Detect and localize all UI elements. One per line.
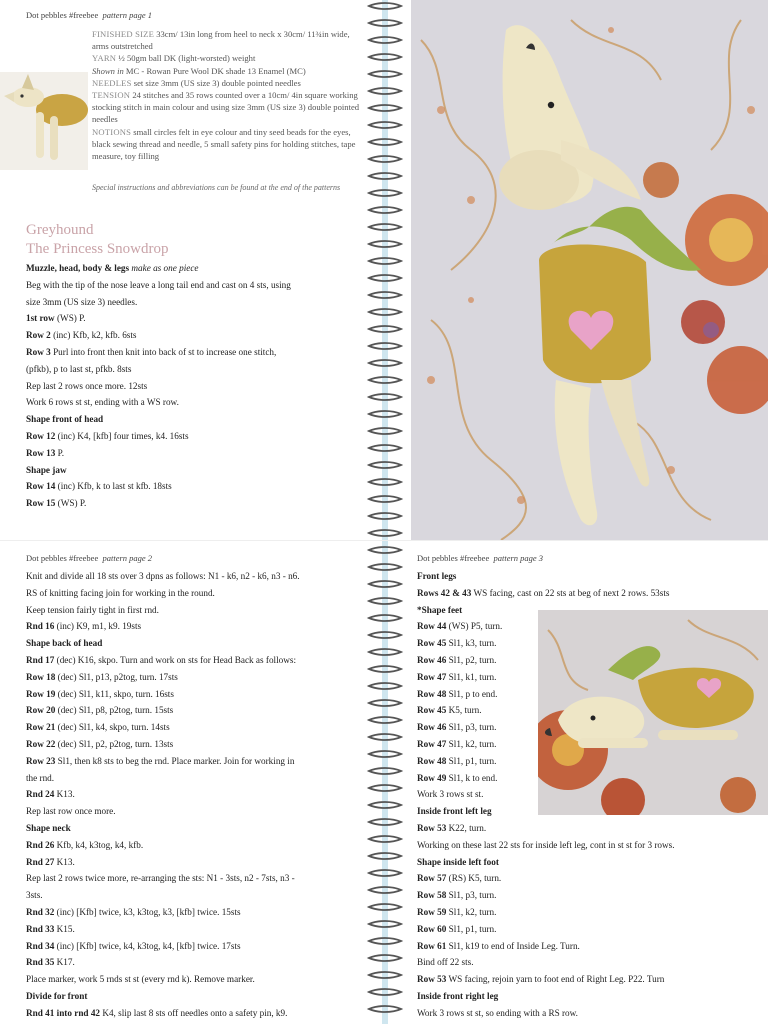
step-text: K13. [54, 856, 75, 867]
spec-text: ½ 50gm ball DK (light-worsted) weight [116, 53, 256, 64]
page3-header [417, 553, 543, 563]
step-label: Row 46 [417, 654, 447, 665]
step-text: Work 3 rows st st, so ending with a RS row. [417, 1007, 578, 1018]
spec-notions [92, 126, 360, 163]
dog-small-photo [0, 52, 88, 170]
spec-label: NEEDLES [92, 77, 132, 88]
page1-instruction-line [26, 495, 364, 512]
pattern-title [26, 221, 169, 259]
step-label: Rnd 17 [26, 654, 55, 665]
page3-instruction-line [417, 988, 765, 1005]
page2-instruction-line [26, 971, 364, 988]
page3-instruction-line [417, 837, 765, 854]
step-label: Row 49 [417, 772, 447, 783]
step-text: Place marker, work 5 rnds st st (every rnd k). Remove marker. [26, 974, 255, 985]
page2-instruction-line [26, 938, 364, 955]
step-text: Sl1, k2, turn. [446, 906, 497, 917]
step-text: Working on these last 22 sts for inside left leg, cont in st st for 3 rows. [417, 839, 675, 850]
page3-instruction-line [417, 854, 765, 871]
dog-main-photo [411, 0, 768, 540]
step-label: Row 59 [417, 906, 447, 917]
page1-header [26, 10, 152, 20]
step-label: Row 47 [417, 671, 447, 682]
page3-instruction-line [417, 971, 765, 988]
step-label: Row 53 [417, 974, 447, 985]
page2-instruction-line [26, 837, 364, 854]
step-text: (WS) P. [55, 498, 87, 509]
page2-brand: Dot pebbles #freebee [26, 553, 99, 563]
step-label: Row 57 [417, 873, 447, 884]
spiral-binding [366, 0, 404, 1024]
page1-instructions [26, 260, 364, 512]
spec-text: 24 stitches and 35 rows counted over a 10cm/ 4in square working stocking stitch in main colour and using size 3mm (US size 3) double pointed needles [92, 90, 360, 125]
step-label: Rnd 41 into rnd 42 [26, 1007, 101, 1018]
step-text: RS of knitting facing join for working in the round. [26, 587, 215, 598]
step-label: *Shape feet [417, 604, 463, 615]
page3-instruction-line [417, 568, 765, 585]
page2-instruction-line [26, 652, 364, 669]
step-label: Rnd 34 [26, 940, 55, 951]
step-text: Rep last 2 rows once more. 12sts [26, 380, 148, 391]
page1-instruction-line [26, 294, 364, 311]
spec-text: set size 3mm (US size 3) double pointed needles [131, 77, 301, 88]
step-label: Shape front of head [26, 414, 104, 425]
step-label: Rnd 33 [26, 923, 55, 934]
page2-instruction-line [26, 686, 364, 703]
page3-instruction-line [417, 904, 765, 921]
page3-instruction-line [417, 870, 765, 887]
step-text: 3sts. [26, 890, 43, 901]
spec-label: TENSION [92, 90, 131, 101]
step-text: Bind off 22 sts. [417, 957, 474, 968]
step-text: (dec) Sl1, k11, skpo, turn. 16sts [55, 688, 174, 699]
step-text: Sl1, k19 to end of Inside Leg. Turn. [446, 940, 580, 951]
page2-instruction-line [26, 568, 364, 585]
step-text: the rnd. [26, 772, 55, 783]
page2-instruction-line [26, 635, 364, 652]
step-text: Work 3 rows st st. [417, 789, 484, 800]
step-text: Rep last 2 rows twice more, re-arranging the sts: N1 - 3sts, n2 - 7sts, n3 - [26, 873, 295, 884]
step-text: Sl1, p3, turn. [446, 722, 497, 733]
step-text: (inc) Kfb, k to last st kfb. 18sts [55, 481, 172, 492]
page1-instruction-line [26, 378, 364, 395]
step-text: (inc) Kfb, k2, kfb. 6sts [50, 330, 137, 341]
step-label: Row 48 [417, 755, 447, 766]
step-label: Rnd 27 [26, 856, 55, 867]
page2-instruction-line [26, 753, 364, 770]
spec-label: Shown in [92, 65, 124, 76]
step-text: Sl1, p1, turn. [446, 755, 497, 766]
page2-instruction-line [26, 585, 364, 602]
step-text: Sl1, p1, turn. [446, 923, 497, 934]
step-text: K22, turn. [446, 822, 487, 833]
page2-page-label: pattern page 2 [102, 553, 153, 563]
step-text: WS facing, rejoin yarn to foot end of Right Leg. P22. Turn [446, 974, 665, 985]
step-label: Rnd 16 [26, 621, 55, 632]
step-text: (WS) P. [54, 313, 86, 324]
step-text: K4, slip last 8 sts off needles onto a safety pin, k9. [100, 1007, 288, 1018]
page2-instruction-line [26, 702, 364, 719]
spec-label: FINISHED SIZE [92, 29, 155, 39]
step-label: Rows 42 & 43 [417, 587, 472, 598]
step-text: size 3mm (US size 3) needles. [26, 296, 138, 307]
step-label: Rnd 24 [26, 789, 55, 800]
step-label: Row 22 [26, 738, 56, 749]
page2-instruction-line [26, 921, 364, 938]
step-text: Kfb, k4, k3tog, k4, kfb. [54, 839, 144, 850]
step-text: Sl1, then k8 sts to beg the rnd. Place marker. Join for working in [55, 755, 295, 766]
page2-instruction-line [26, 870, 364, 887]
step-text: (inc) [Kfb] twice, k3, k3tog, k3, [kfb] twice. 15sts [54, 906, 241, 917]
page1-instruction-line [26, 428, 364, 445]
abbreviations-note: Special instructions and abbreviations can be found at the end of the patterns [92, 183, 341, 192]
spec-label: YARN [92, 53, 117, 64]
page2-instruction-line [26, 803, 364, 820]
page1-instruction-line [26, 327, 364, 344]
page1-instruction-line [26, 361, 364, 378]
specs-block [92, 28, 360, 162]
page1-instruction-line [26, 310, 364, 327]
step-label: Row 61 [417, 940, 447, 951]
step-label: Row 58 [417, 890, 447, 901]
step-label: Row 45 [417, 638, 447, 649]
page1-page-label: pattern page 1 [102, 10, 153, 20]
step-label: Shape jaw [26, 464, 67, 475]
step-text: Sl1, k2, turn. [446, 738, 497, 749]
step-label: Row 20 [26, 705, 56, 716]
title-line-2: The Princess Snowdrop [26, 241, 169, 257]
step-label: Inside front right leg [417, 990, 499, 1001]
step-text: Beg with the tip of the nose leave a long tail end and cast on 4 sts, using [26, 279, 291, 290]
step-label: Rnd 32 [26, 906, 55, 917]
page1-instruction-line [26, 260, 364, 277]
step-label: Shape back of head [26, 638, 103, 649]
page1-instruction-line [26, 277, 364, 294]
page1-brand: Dot pebbles #freebee [26, 10, 99, 20]
step-label: Row 3 [26, 346, 51, 357]
page3-instruction-line [417, 585, 765, 602]
step-label: Shape neck [26, 822, 71, 833]
step-label: Row 2 [26, 330, 51, 341]
spec-finished-size [92, 28, 360, 52]
step-text: (dec) K16, skpo. Turn and work on sts for Head Back as follows: [54, 654, 296, 665]
step-label: Row 19 [26, 688, 56, 699]
spec-yarn [92, 52, 360, 64]
step-text: WS facing, cast on 22 sts at beg of next 2 rows. 53sts [471, 587, 670, 598]
page2-header [26, 553, 152, 563]
step-label: Shape inside left foot [417, 856, 499, 867]
spec-text: 33cm/ 13in long from heel to neck x 30cm/ 11¾in wide, arms outstretched [92, 29, 350, 52]
step-label: Rnd 35 [26, 957, 55, 968]
page2-instruction-line [26, 988, 364, 1005]
step-text: (RS) K5, turn. [446, 873, 502, 884]
page2-instruction-line [26, 887, 364, 904]
step-text: Rep last row once more. [26, 806, 116, 817]
page1-instruction-line [26, 445, 364, 462]
step-label: Row 23 [26, 755, 56, 766]
step-label: Inside front left leg [417, 806, 492, 817]
step-text: (inc) K4, [kfb] four times, k4. 16sts [55, 430, 189, 441]
page2-instruction-line [26, 954, 364, 971]
page2-instruction-line [26, 618, 364, 635]
step-text: Sl1, p2, turn. [446, 654, 497, 665]
step-text: Sl1, p3, turn. [446, 890, 497, 901]
page2-instruction-line [26, 736, 364, 753]
step-label: Muzzle, head, body & legs [26, 263, 130, 273]
spec-tension [92, 89, 360, 126]
step-label: Row 21 [26, 722, 56, 733]
page3-instruction-line [417, 1005, 765, 1022]
spec-text: MC - Rowan Pure Wool DK shade 13 Enamel (MC) [123, 65, 306, 76]
page1-instruction-line [26, 344, 364, 361]
step-label: Row 15 [26, 498, 56, 509]
step-text: K13. [54, 789, 75, 800]
step-label: Row 46 [417, 722, 447, 733]
step-text: Work 6 rows st st, ending with a WS row. [26, 397, 179, 408]
step-text: (dec) Sl1, p2, p2tog, turn. 13sts [55, 738, 174, 749]
step-text: (WS) P5, turn. [446, 621, 503, 632]
page3-instruction-line [417, 820, 765, 837]
page3-brand: Dot pebbles #freebee [417, 553, 490, 563]
page2-instruction-line [26, 1005, 364, 1022]
page2-instruction-line [26, 786, 364, 803]
step-text: K5, turn. [446, 705, 482, 716]
step-label: Row 14 [26, 481, 56, 492]
page3-instruction-line [417, 887, 765, 904]
step-text: Sl1, k3, turn. [446, 638, 497, 649]
dog-lying-photo [538, 610, 768, 815]
page2-instruction-line [26, 669, 364, 686]
page2-instruction-line [26, 719, 364, 736]
step-label: Row 60 [417, 923, 447, 934]
step-label: Row 13 [26, 447, 56, 458]
section-divider [0, 540, 768, 541]
step-label: Row 48 [417, 688, 447, 699]
spec-shown-in [92, 65, 360, 77]
step-label: 1st row [26, 313, 55, 324]
step-label: Row 12 [26, 430, 56, 441]
page2-instruction-line [26, 770, 364, 787]
step-text: Knit and divide all 18 sts over 3 dpns as follows: N1 - k6, n2 - k6, n3 - n6. [26, 571, 300, 581]
step-text: Sl1, k to end. [446, 772, 498, 783]
step-text: Keep tension fairly tight in first rnd. [26, 604, 159, 615]
step-text: K15. [54, 923, 75, 934]
step-text: (dec) Sl1, k4, skpo, turn. 14sts [55, 722, 170, 733]
step-text: K17. [54, 957, 75, 968]
step-text: (inc) K9, m1, k9. 19sts [54, 621, 142, 632]
page1-instruction-line [26, 462, 364, 479]
page1-instruction-line [26, 411, 364, 428]
step-text: P. [55, 447, 65, 458]
step-text: (dec) Sl1, p8, p2tog, turn. 15sts [55, 705, 174, 716]
page1-instruction-line [26, 394, 364, 411]
page2-instruction-line [26, 602, 364, 619]
page2-instruction-line [26, 820, 364, 837]
page2-instruction-line [26, 904, 364, 921]
page3-page-label: pattern page 3 [493, 553, 544, 563]
spec-text: small circles felt in eye colour and tiny seed beads for the eyes, black sewing thread and needle, 5 small safety pins for holding stitches, tape measure, toy filling [92, 126, 356, 162]
step-label: Row 44 [417, 621, 447, 632]
title-line-1: Greyhound [26, 222, 94, 238]
step-label: Rnd 26 [26, 839, 55, 850]
step-text: (inc) [Kfb] twice, k4, k3tog, k4, [kfb] twice. 17sts [54, 940, 241, 951]
step-text: Sl1, p to end. [446, 688, 498, 699]
page1-instruction-line [26, 478, 364, 495]
step-label: Row 47 [417, 738, 447, 749]
step-label: Row 53 [417, 822, 447, 833]
page3-instruction-line [417, 938, 765, 955]
step-label: Row 18 [26, 671, 56, 682]
page3-instruction-line [417, 921, 765, 938]
page3-instruction-line [417, 954, 765, 971]
step-text: Sl1, k1, turn. [446, 671, 497, 682]
spec-needles [92, 77, 360, 89]
step-text: (dec) Sl1, p13, p2tog, turn. 17sts [55, 671, 178, 682]
step-label: Front legs [417, 571, 457, 581]
step-label: Row 45 [417, 705, 447, 716]
step-note: make as one piece [129, 263, 199, 273]
step-text: Purl into front then knit into back of st to increase one stitch, [50, 346, 277, 357]
page2-instruction-line [26, 854, 364, 871]
page2-instructions [26, 568, 364, 1022]
step-text: (pfkb), p to last st, pfkb. 8sts [26, 363, 132, 374]
spec-label: NOTIONS [92, 126, 132, 137]
step-label: Divide for front [26, 990, 88, 1001]
